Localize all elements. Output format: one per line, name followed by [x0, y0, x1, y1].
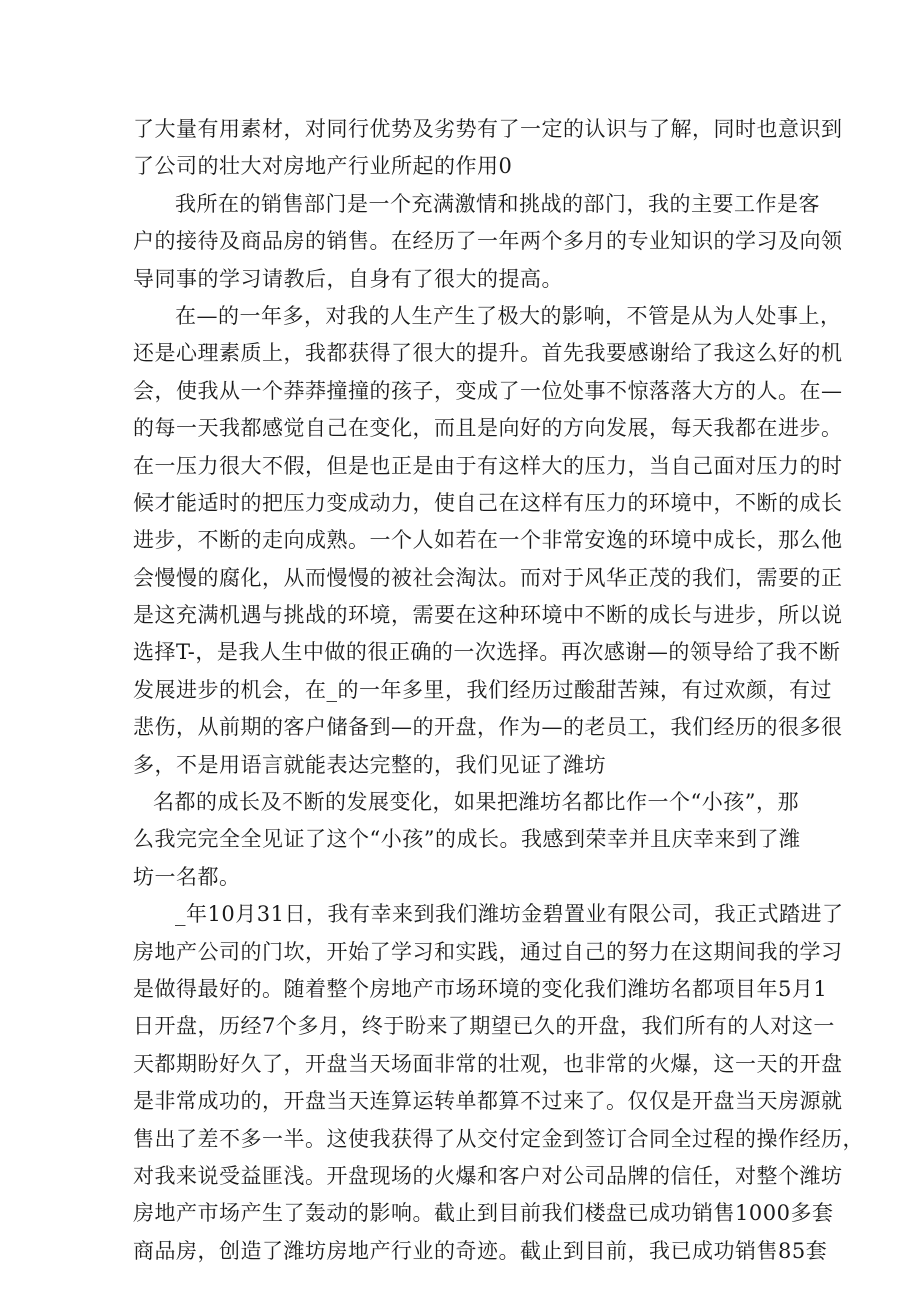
text-line: 发展进步的机会，在_的一年多里，我们经历过酸甜苦辣，有过欢颜，有过 [133, 677, 832, 702]
text-line: 天都期盼好久了，开盘当天场面非常的壮观，也非常的火爆，这一天的开盘 [133, 1051, 843, 1076]
text-line: 房地产市场产生了轰动的影响。截止到目前我们楼盘已成功销售1000多套 [133, 1201, 834, 1226]
text-line: 是这充满机遇与挑战的环境，需要在这种环境中不断的成长与进步，所以说 [133, 603, 843, 628]
paragraph-start-line: 我所在的销售部门是一个充满激情和挑战的部门，我的主要工作是客 [175, 191, 820, 216]
text-line: 会，使我从一个莽莽撞撞的孩子，变成了一位处事不惊落落大方的人。在— [133, 378, 843, 403]
text-line: 悲伤，从前期的客户储备到—的开盘，作为—的老员工，我们经历的很多很 [133, 715, 843, 740]
paragraph-start-line: _年10月31日，我有幸来到我们潍坊金碧置业有限公司，我正式踏进了 [175, 902, 844, 927]
text-line: 多，不是用语言就能表达完整的，我们见证了潍坊 [133, 752, 606, 777]
text-line: 了大量有用素材，对同行优势及劣势有了一定的认识与了解，同时也意识到 [133, 117, 843, 141]
text-line: 了公司的壮大对房地产行业所起的作用0 [133, 154, 513, 179]
text-line: 在一压力很大不假，但是也正是由于有这样大的压力，当自己面对压力的时 [133, 453, 843, 478]
text-line: 会慢慢的腐化，从而慢慢的被社会淘汰。而对于风华正茂的我们，需要的正 [133, 565, 843, 590]
text-line: 候才能适时的把压力变成动力，使自己在这样有压力的环境中，不断的成长 [133, 490, 843, 515]
text-line: 是非常成功的，开盘当天连算运转单都算不过来了。仅仅是开盘当天房源就 [133, 1089, 843, 1114]
text-line: 进步，不断的走向成熟。一个人如若在一个非常安逸的环境中成长，那么他 [133, 528, 843, 553]
body-text [133, 111, 864, 1270]
text-line: 是做得最好的。随着整个房地产市场环境的变化我们潍坊名都项目年5月1 [133, 976, 828, 1001]
paragraph-start-line: 名都的成长及不断的发展变化，如果把潍坊名都比作一个“小孩”，那 [153, 790, 799, 815]
text-line: 商品房，创造了潍坊房地产行业的奇迹。截止到目前，我已成功销售85套 [133, 1238, 828, 1263]
text-line: 导同事的学习请教后，自身有了很大的提高。 [133, 266, 563, 291]
text-line: 售出了差不多一半。这使我获得了从交付定金到签订合同全过程的操作经历， [133, 1126, 864, 1151]
text-line: 还是心理素质上，我都获得了很大的提升。首先我要感谢给了我这么好的机 [133, 341, 843, 366]
text-line: 么我完完全全见证了这个“小孩”的成长。我感到荣幸并且庆幸来到了潍 [133, 827, 801, 852]
text-line: 户的接待及商品房的销售。在经历了一年两个多月的专业知识的学习及向领 [133, 229, 843, 254]
text-line: 坊一名都。 [133, 864, 241, 889]
paragraph-start-line: 在—的一年多，对我的人生产生了极大的影响，不管是从为人处事上， [175, 303, 842, 328]
text-line: 房地产公司的门坎，开始了学习和实践，通过自己的努力在这期间我的学习 [133, 939, 843, 964]
text-line: 对我来说受益匪浅。开盘现场的火爆和客户对公司品牌的信任，对整个潍坊 [133, 1163, 843, 1188]
text-line: 选择T-，是我人生中做的很正确的一次选择。再次感谢—的领导给了我不断 [133, 640, 841, 665]
text-line: 的每一天我都感觉自己在变化，而且是向好的方向发展，每天我都在进步。 [133, 416, 843, 441]
text-line: 日开盘，历经7个多月，终于盼来了期望已久的开盘，我们所有的人对这一 [133, 1014, 835, 1039]
